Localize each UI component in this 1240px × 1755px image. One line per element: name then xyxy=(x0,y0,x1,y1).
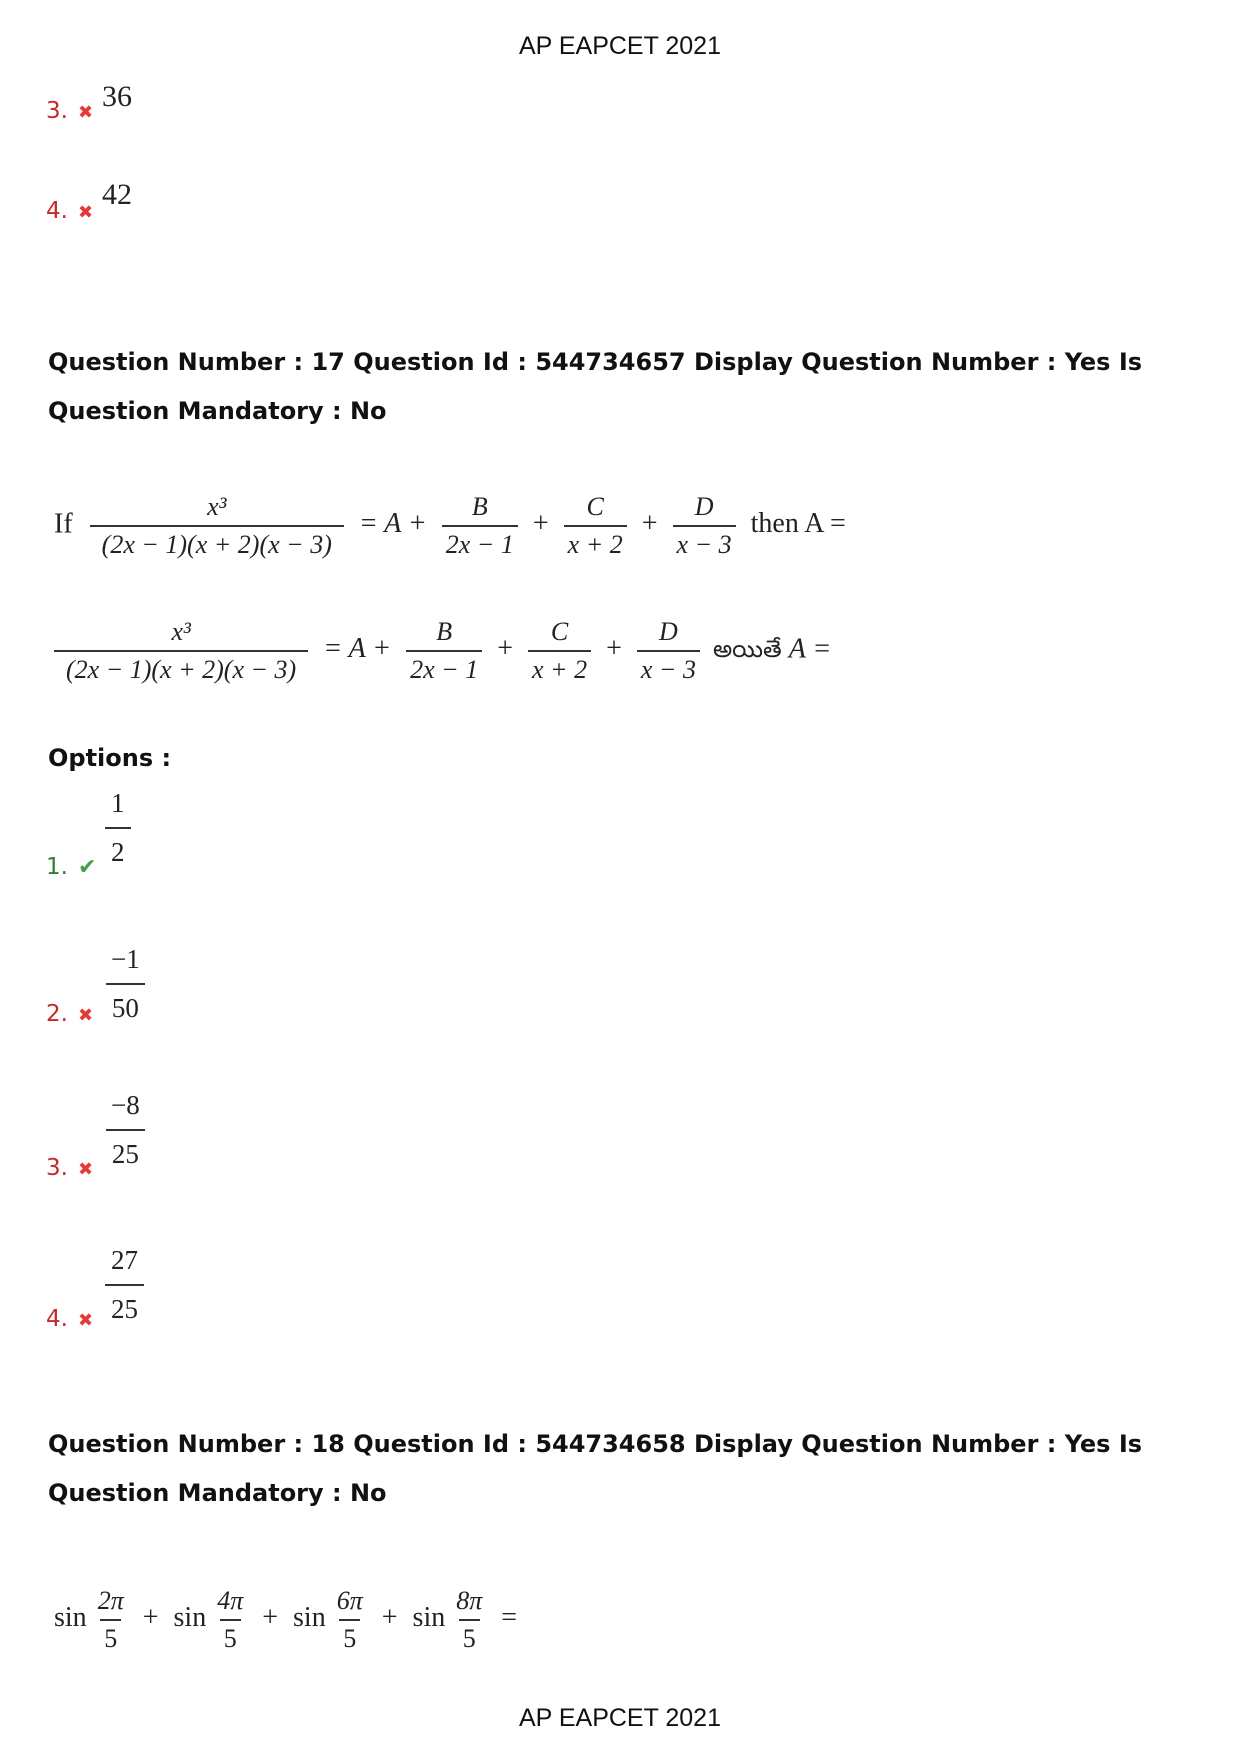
then-a: then A = xyxy=(750,508,846,540)
if-word: If xyxy=(54,508,73,540)
option-number: 4. xyxy=(46,198,68,224)
c-fraction: $\frac{C}{x + 2}$ xyxy=(528,617,591,685)
cross-icon: ✖ xyxy=(77,102,94,123)
lhs-denominator: (2x − 1)(x + 2)(x − 3) xyxy=(90,525,344,560)
option-number: 4. xyxy=(46,1306,68,1332)
option-3-value: $\frac{-8}{25}$ xyxy=(105,1090,146,1170)
d-fraction: $\frac{D}{x - 3}$ xyxy=(673,492,736,560)
plus-sign: + xyxy=(142,1602,159,1634)
question-18-header: Question Number : 18 Question Id : 544734658 Display Question Number : Yes Is Question Mandatory : No xyxy=(48,1430,1143,1507)
plus-sign: + xyxy=(641,508,658,540)
equals-a: = A + xyxy=(358,508,427,540)
option-1-value: $\frac{1}{2}$ xyxy=(105,788,131,868)
option-number: 2. xyxy=(46,1001,68,1027)
lhs-numerator: x³ xyxy=(207,492,227,521)
option-4 xyxy=(46,1306,93,1332)
option-number: 1. xyxy=(46,854,68,880)
sin-term-2: sin $\frac{4\pi}{5}$ xyxy=(173,1586,244,1653)
cross-icon: ✖ xyxy=(77,1310,94,1331)
page-header: AP EAPCET 2021 xyxy=(519,32,721,60)
plus-sign: + xyxy=(532,508,549,540)
question-17-english-equation xyxy=(54,492,846,560)
telugu-then-word: అయితే xyxy=(712,635,782,664)
c-fraction: $\frac{C}{x + 2}$ xyxy=(564,492,627,560)
check-icon: ✔ xyxy=(77,855,97,880)
question-17-header: Question Number : 17 Question Id : 544734657 Display Question Number : Yes Is Question Mandatory : No xyxy=(48,348,1143,425)
d-fraction: $\frac{D}{x - 3}$ xyxy=(637,617,700,685)
plus-sign: + xyxy=(606,633,622,665)
question-17-telugu-equation xyxy=(54,617,831,685)
option-number: 3. xyxy=(46,98,68,124)
option-2-value: $\frac{-1}{50}$ xyxy=(105,944,146,1024)
sin-term-1: sin $\frac{2\pi}{5}$ xyxy=(54,1586,124,1653)
option-4-value: $\frac{27}{25}$ xyxy=(105,1245,144,1325)
plus-sign: + xyxy=(381,1602,398,1634)
page-footer: AP EAPCET 2021 xyxy=(519,1704,721,1732)
cross-icon: ✖ xyxy=(77,1159,94,1180)
lhs-fraction: $\frac{\text{x³}}{(2x - 1)(x + 2)(x - 3)}$ xyxy=(54,617,308,685)
option-2 xyxy=(46,1001,93,1027)
cross-icon: ✖ xyxy=(77,1005,94,1026)
sin-term-4: sin $\frac{8\pi}{5}$ xyxy=(412,1586,483,1653)
question-18-equation xyxy=(54,1586,525,1654)
option-3 xyxy=(46,1155,93,1181)
equals-a: = A + xyxy=(323,633,392,665)
b-fraction: $\frac{B}{2x - 1}$ xyxy=(406,617,482,685)
b-fraction: $\frac{B}{2x - 1}$ xyxy=(442,492,518,560)
prev-option-4-value: 42 xyxy=(102,178,132,211)
plus-sign: + xyxy=(497,633,513,665)
equals-sign: = xyxy=(501,1602,518,1634)
sin-term-3: sin $\frac{6\pi}{5}$ xyxy=(293,1586,363,1653)
option-1 xyxy=(46,854,96,880)
options-label: Options : xyxy=(48,744,172,772)
option-number: 3. xyxy=(46,1155,68,1181)
prev-option-3-value: 36 xyxy=(102,80,132,113)
lhs-fraction xyxy=(90,492,344,560)
cross-icon: ✖ xyxy=(77,202,94,223)
prev-option-4 xyxy=(46,198,93,224)
a-equals: A = xyxy=(788,633,832,665)
plus-sign: + xyxy=(262,1602,279,1634)
prev-option-3 xyxy=(46,98,93,124)
